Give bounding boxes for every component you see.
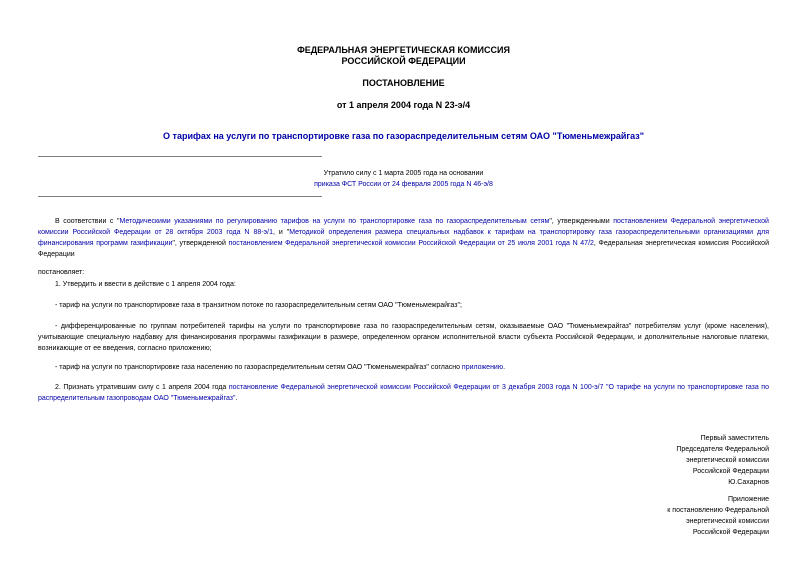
signature-line-4: Российской Федерации — [692, 468, 769, 475]
methodology-link[interactable]: Методикой определения размера специальных надбавок к тарифам на транспортировку газа газораспределительными организациями для финансирования программ газификации — [38, 229, 769, 247]
expiry-note — [0, 168, 807, 190]
document-title: О тарифах на услуги по транспортировке газа по газораспределительным сетям ОАО "Тюменьмежрайгаз" — [163, 131, 644, 141]
appendix-line-4: Российской Федерации — [692, 529, 769, 536]
preamble-text-3: , и " — [272, 229, 290, 236]
appendix-line-2: к постановлению Федеральной — [667, 507, 769, 514]
resolution-47-link[interactable]: постановлением Федеральной энергетической комиссии Российской Федерации от 25 июля 2001 года N 47/2 — [228, 240, 594, 247]
item-1c-text: - тариф на услуги по транспортировке газа населению по газораспределительным сетям ОАО "Тюменьмежрайгаз" согласно — [55, 364, 462, 371]
signature-name: Ю.Сахарнов — [728, 479, 769, 486]
methodical-guidelines-link[interactable]: Методическими указаниями по регулированию тарифов на услуги по транспортировке газа по газораспределительным сетям — [119, 218, 550, 225]
item-2 — [38, 382, 769, 404]
signature-line-2: Председателя Федеральной — [676, 446, 769, 453]
item-2-text: 2. Признать утратившим силу с 1 апреля 2004 года — [55, 384, 229, 391]
signature-line-3: энергетической комиссии — [686, 457, 769, 464]
item-2-end: . — [235, 395, 238, 402]
preamble-text-4: ", утвержденной — [172, 240, 229, 247]
resolution-88-link[interactable]: постановлением Федеральной энергетической комиссии Российской Федерации от 28 октября 2003 года N 88-э/1 — [38, 218, 769, 236]
appendix-line-3: энергетической комиссии — [686, 518, 769, 525]
expiry-order-link[interactable]: приказа ФСТ России от 24 февраля 2005 года N 46-э/8 — [314, 181, 493, 188]
divider-bottom — [38, 196, 322, 197]
signature-line-1: Первый заместитель — [700, 435, 769, 442]
signature-block — [469, 433, 769, 488]
preamble-text-2: ", утвержденными — [549, 218, 614, 225]
resolution-100-link[interactable]: постановление Федеральной энергетической комиссии Российской Федерации от 3 декабря 2003 года N 100-э/7 "О тарифе на услуги по транспортировке газа по распределительным газопроводам ОАО "Тюменьмежрайгаз" — [38, 384, 769, 402]
item-1: 1. Утвердить и ввести в действие с 1 апреля 2004 года: — [55, 281, 236, 288]
resolves-text: постановляет: — [38, 269, 85, 276]
item-1a: - тариф на услуги по транспортировке газа в транзитном потоке по газораспределительным сетям ОАО "Тюменьмежрайгаз"; — [55, 302, 462, 309]
document-type: ПОСТАНОВЛЕНИЕ — [362, 78, 445, 88]
appendix-line-1: Приложение — [727, 496, 769, 503]
preamble-text-5: , Федеральная энергетическая комиссия Российской Федерации — [38, 240, 769, 258]
item-1b: - дифференцированные по группам потребителей тарифы на услуги по транспортировке газа по газораспределительным сетям, оказываемые ОАО "Тюменьмежрайгаз" потребителям услуг (кроме населения), учитывающие специальную надбавку для финансирования программы газификации в размере, определенном органом исполнительной власти субъекта Российской Федерации, и дополнительные налоговые платежи, возникающие от ее введения, согласно приложению; — [38, 323, 769, 352]
divider-top — [38, 156, 322, 157]
appendix-block — [469, 494, 769, 538]
item-1c-end: . — [503, 364, 506, 371]
org-name-line1: ФЕДЕРАЛЬНАЯ ЭНЕРГЕТИЧЕСКАЯ КОМИССИЯ — [297, 45, 510, 55]
expiry-note-text: Утратило силу с 1 марта 2005 года на основании — [323, 170, 484, 177]
document-date: от 1 апреля 2004 года N 23-э/4 — [336, 100, 471, 110]
appendix-link[interactable]: приложению — [461, 364, 504, 371]
preamble-paragraph — [38, 216, 769, 260]
org-name-line2: РОССИЙСКОЙ ФЕДЕРАЦИИ — [341, 56, 466, 66]
preamble-text-1: В соответствии с " — [55, 218, 120, 225]
item-1c — [38, 362, 769, 373]
